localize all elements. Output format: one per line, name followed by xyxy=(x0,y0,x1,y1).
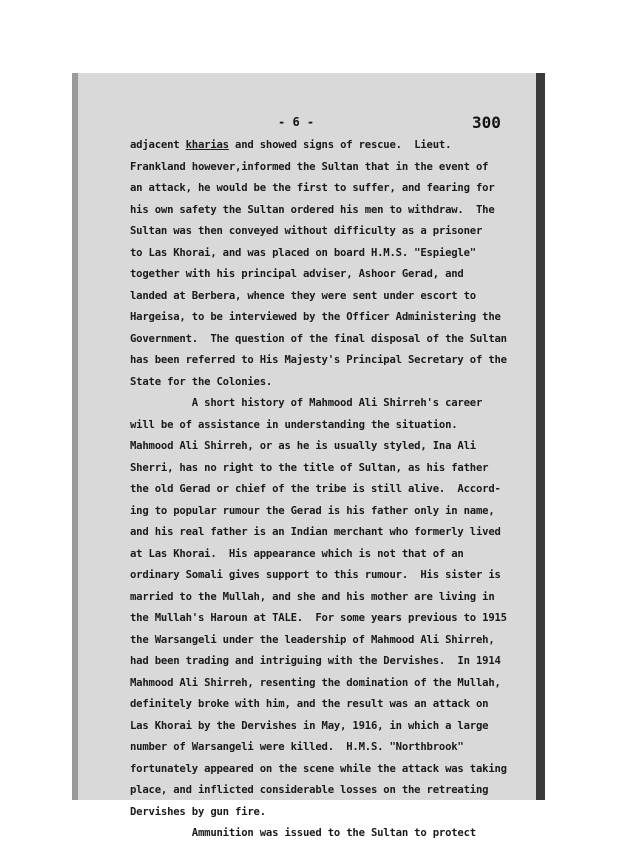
text-line: place, and inflicted considerable losses on the retreating xyxy=(130,784,489,796)
page-number: - 6 - xyxy=(278,115,315,129)
text-line: the Mullah's Haroun at TALE. For some years previous to 1915 xyxy=(130,612,507,624)
text-line: and his real father is an Indian merchant who formerly lived xyxy=(130,526,501,538)
page-right-shadow xyxy=(536,73,545,800)
text-line: fortunately appeared on the scene while the attack was taking xyxy=(130,762,507,775)
text-line: ing to popular rumour the Gerad is his father only in name, xyxy=(130,504,495,517)
text-line: number of Warsangeli were killed. H.M.S. "Northbrook" xyxy=(130,741,464,753)
text-line: Government. The question of the final disposal of the Sultan xyxy=(130,332,507,345)
text-line: married to the Mullah, and she and his mother are living in xyxy=(130,590,495,603)
text-line: Sherri, has no right to the title of Sultan, as his father xyxy=(130,461,489,474)
text-line: Mahmood Ali Shirreh, or as he is usually styled, Ina Ali xyxy=(130,440,476,452)
text-line: definitely broke with him, and the result was an attack on xyxy=(130,698,489,710)
text-line: Hargeisa, to be interviewed by the Officer Administering the xyxy=(130,311,501,323)
scanned-page xyxy=(72,73,545,839)
text-line: Dervishes by gun fire. xyxy=(130,805,266,818)
text-line: to Las Khorai, and was placed on board H.M.S. "Espiegle" xyxy=(130,246,476,259)
text-line: an attack, he would be the first to suffer, and fearing for xyxy=(130,182,495,194)
text-line: A short history of Mahmood Ali Shirreh's career xyxy=(130,397,483,409)
text-line: has been referred to His Majesty's Principal Secretary of the xyxy=(130,354,507,366)
text-line: Las Khorai by the Dervishes in May, 1916, in which a large xyxy=(130,719,489,732)
text-line: Sultan was then conveyed without difficulty as a prisoner xyxy=(130,225,483,237)
text-line: had been trading and intriguing with the Dervishes. In 1914 xyxy=(130,655,501,667)
text-line: at Las Khorai. His appearance which is not that of an xyxy=(130,547,464,560)
underlined-word: kharias xyxy=(185,139,229,151)
text-line: the old Gerad or chief of the tribe is still alive. Accord- xyxy=(130,483,501,495)
text-line: Frankland however,informed the Sultan that in the event of xyxy=(130,160,489,173)
text-line: Ammunition was issued to the Sultan to protect xyxy=(130,827,476,839)
text-fragment: and showed signs of rescue. Lieut. xyxy=(228,139,452,151)
text-fragment: adjacent xyxy=(130,139,186,151)
folio-number: 300 xyxy=(472,113,501,132)
body-text xyxy=(130,135,530,845)
text-line: landed at Berbera, whence they were sent under escort to xyxy=(130,289,476,302)
page-left-shadow xyxy=(72,73,78,800)
text-line xyxy=(130,135,530,157)
text-line: together with his principal adviser, Ashoor Gerad, and xyxy=(130,268,464,280)
text-line: the Warsangeli under the leadership of Mahmood Ali Shirreh, xyxy=(130,633,495,646)
text-line: his own safety the Sultan ordered his men to withdraw. The xyxy=(130,203,495,216)
text-line: State for the Colonies. xyxy=(130,375,273,388)
text-line: Mahmood Ali Shirreh, resenting the domination of the Mullah, xyxy=(130,676,501,689)
text-line: ordinary Somali gives support to this rumour. His sister is xyxy=(130,569,501,581)
text-line: will be of assistance in understanding the situation. xyxy=(130,418,458,431)
